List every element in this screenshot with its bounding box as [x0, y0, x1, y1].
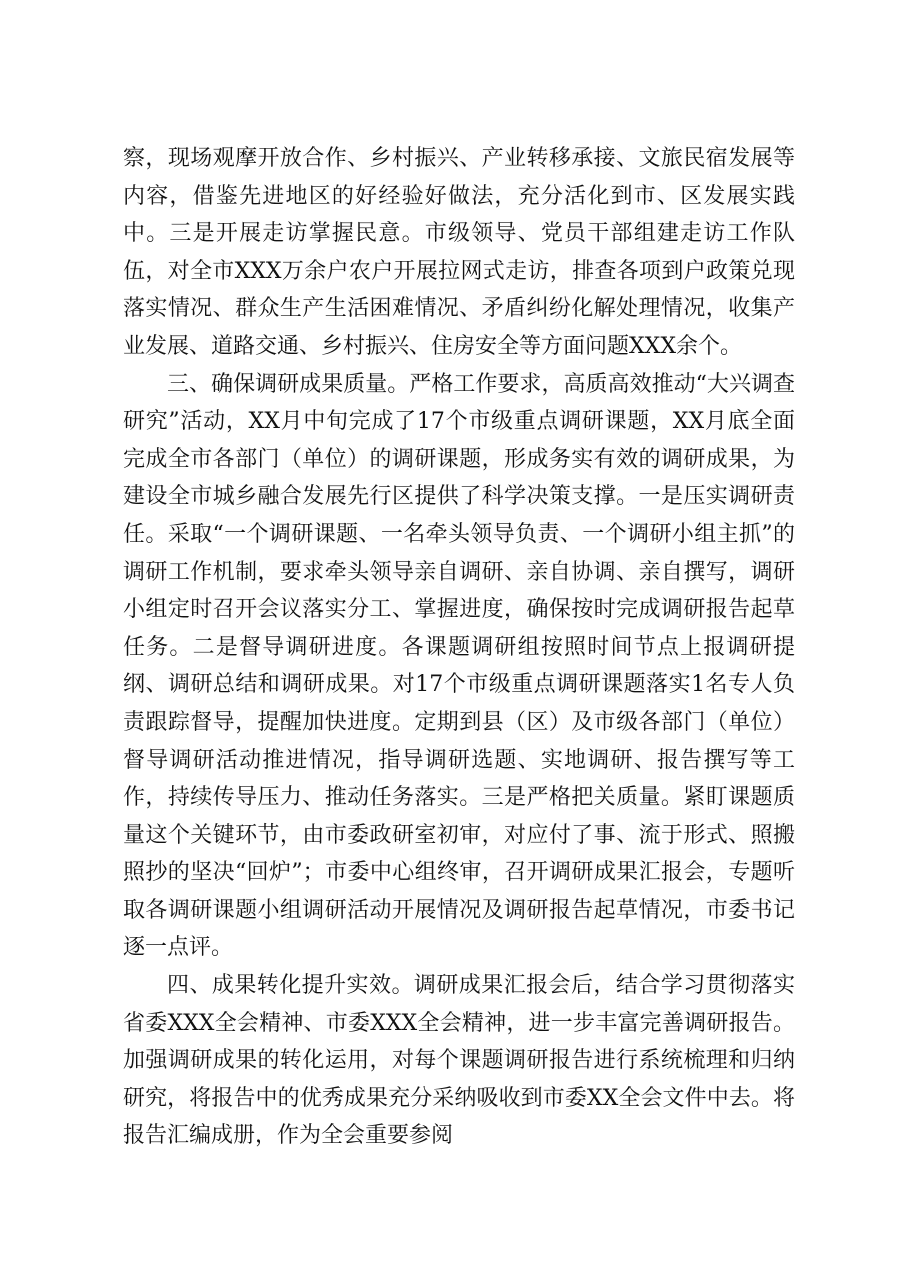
paragraph-section-three: 三、确保调研成果质量。严格工作要求，高质高效推动“大兴调查研究”活动，XX月中旬完成了17个市级重点调研课题，XX月底全面完成全市各部门（单位）的调研课题，形成务实有效的调研成果，为建设全市城乡融合发展先行区提供了科学决策支撑。一是压实调研责任。采取“一个调研课题、一名牵头领导负责、一个调研小组主抓”的调研工作机制，要求牵头领导亲自调研、亲自协调、亲自撰写，调研小组定时召开会议落实分工、掌握进度，确保按时完成调研报告起草任务。二是督导调研进度。各课题调研组按照时间节点上报调研提纲、调研总结和调研成果。对17个市级重点调研课题落实1名专人负责跟踪督导，提醒加快进度。定期到县（区）及市级各部门（单位）督导调研活动推进情况，指导调研选题、实地调研、报告撰写等工作，持续传导压力、推动任务落实。三是严格把关质量。紧盯课题质量这个关键环节，由市委政研室初审，对应付了事、流于形式、照搬照抄的坚决“回炉”；市委中心组终审，召开调研成果汇报会，专题听取各调研课题小组调研活动开展情况及调研报告起草情况，市委书记逐一点评。 [123, 371, 795, 961]
paragraph-section-four: 四、成果转化提升实效。调研成果汇报会后，结合学习贯彻落实省委XXX全会精神、市委XXX全会精神，进一步丰富完善调研报告。加强调研成果的转化运用，对每个课题调研报告进行系统梳理和归纳研究，将报告中的优秀成果充分采纳吸收到市委XX全会文件中去。将报告汇编成册，作为全会重要参阅 [123, 973, 795, 1149]
document-body [123, 140, 795, 1155]
paragraph-continuation: 察，现场观摩开放合作、乡村振兴、产业转移承接、文旅民宿发展等内容，借鉴先进地区的好经验好做法，充分活化到市、区发展实践中。三是开展走访掌握民意。市级领导、党员干部组建走访工作队伍，对全市XXX万余户农户开展拉网式走访，排查各项到户政策兑现落实情况、群众生产生活困难情况、矛盾纠纷化解处理情况，收集产业发展、道路交通、乡村振兴、住房安全等方面问题XXX余个。 [123, 146, 795, 359]
